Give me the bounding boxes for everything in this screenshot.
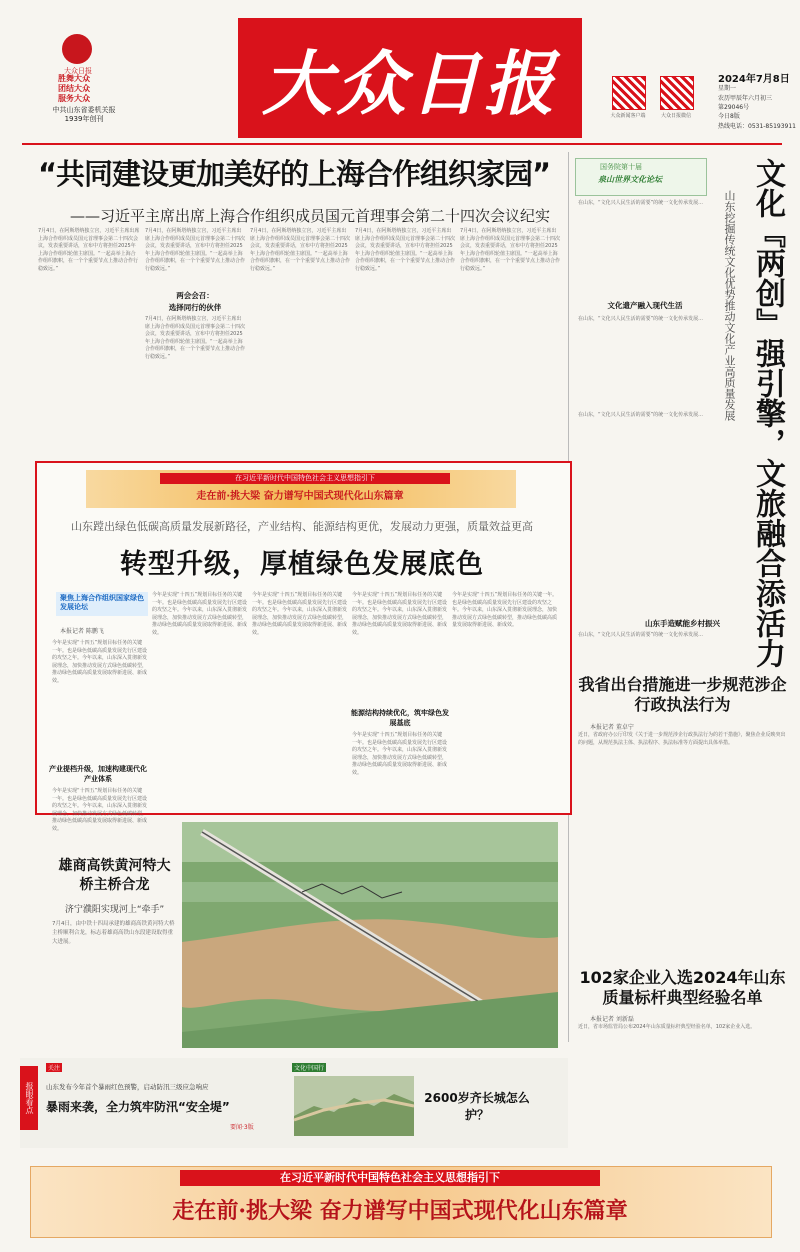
lead-section-kicker: 两会会召： [176, 291, 214, 300]
culture-body-4: 在山东，“文化兴人民生活的需要”的统一文化传承发展... [578, 632, 703, 638]
teaser-1-label: 关注 [48, 1065, 61, 1072]
slogan-3: 服务大众 [58, 94, 90, 103]
culture-body-1: 在山东，“文化兴人民生活的需要”的统一文化传承发展... [578, 200, 703, 206]
teaser-2-title[interactable]: 2600岁齐长城怎么护？ [424, 1091, 530, 1122]
feature-banner-main: 走在前·挑大梁 奋力谱写中国式现代化山东篇章 [196, 491, 404, 502]
feature-kicker: 山东蹚出绿色低碳高质量发展新路径，产业结构、能源结构更优，发展动力更强，质量效益更高 [71, 520, 533, 533]
feature-byline: 本报记者 陈鹏飞 [60, 628, 104, 635]
feature-body-col-3: 今年是实现“十四五”规划目标任务的关键一年。也是绿色低碳高质量发展先行区建设的攻坚之年。今年以来，山东深入贯彻新发展理念，加快推动发展方式绿色低碳转型，推动绿色低碳高质量发展取得新进展、新成效。 [252, 592, 348, 636]
teaser-1-title[interactable]: 暴雨来袭，全力筑牢防汛“安全堤” [46, 1100, 230, 1114]
feature-body-col-1: 今年是实现“十四五”规划目标任务的关键一年。也是绿色低碳高质量发展先行区建设的攻坚之年。今年以来，山东深入贯彻新发展理念，加快推动发展方式绿色低碳转型，推动绿色低碳高质量发展取得新进展、新成效。 [52, 640, 148, 684]
footer-banner-main: 走在前·挑大梁 奋力谱写中国式现代化山东篇章 [172, 1198, 628, 1224]
forum-banner-title: 泉山世界文化论坛 [598, 175, 662, 184]
feature-headline[interactable]: 转型升级，厚植绿色发展底色 [120, 549, 484, 580]
founded: 1939年创刊 [64, 115, 104, 123]
logo-name: 大众日报 [64, 67, 92, 75]
slogan-2: 团结大众 [58, 84, 90, 93]
enforcement-byline: 本报记者 董卓宁 [590, 724, 634, 731]
culture-section-1: 文化遗产融入现代生活 [607, 301, 683, 310]
masthead-title: 大众日报 [262, 42, 558, 125]
lead-body-col-2b: 7月4日，在阿斯塔纳独立宫，习近平主席出席上海合作组织成员国元首理事会第二十四次会议，发表重要讲话，宣布中方将担任2025年上海合作组织轮值主席国。“一起高举上海合作组织旗帜，在一个个重要节点上推动合作行稳致远。” [145, 316, 246, 360]
page-count: 今日8版 [718, 113, 740, 120]
qr-caption-wechat: 大众日报微信 [660, 113, 691, 119]
issue-number: 第29046号 [718, 104, 750, 111]
footer-banner-top: 在习近平新时代中国特色社会主义思想指引下 [180, 1170, 600, 1186]
culture-section-2: 山东手造赋能乡村振兴 [645, 619, 720, 628]
slogan-1: 胜舞大众 [58, 74, 90, 83]
lead-body-col-2: 7月4日，在阿斯塔纳独立宫，习近平主席出席上海合作组织成员国元首理事会第二十四次会议，发表重要讲话，宣布中方将担任2025年上海合作组织轮值主席国。“一起高举上海合作组织旗帜，在一个个重要节点上推动合作行稳致远。” [145, 228, 246, 272]
feature-section-2: 能源结构持续优化，筑牢绿色发展基底 [351, 709, 449, 727]
newspaper-logo [62, 34, 92, 64]
lead-section-title: 选择同行的伙伴 [168, 303, 222, 312]
feature-body-col-4b: 今年是实现“十四五”规划目标任务的关键一年。也是绿色低碳高质量发展先行区建设的攻坚之年。今年以来，山东深入贯彻新发展理念，加快推动发展方式绿色低碳转型，推动绿色低碳高质量发展取得新进展、新成效。 [352, 732, 448, 776]
culture-body-3: 在山东，“文化兴人民生活的需要”的统一文化传承发展... [578, 412, 703, 418]
culture-headline[interactable]: 文化『两创』强引擎，文旅融合添活力 [750, 158, 785, 668]
feature-section-1: 产业提档升级，加速构建现代化产业体系 [49, 765, 147, 783]
org-name: 中共山东省委机关报 [52, 106, 116, 114]
photo-subtitle: 济宁濮阳实现河上“牵手” [64, 905, 165, 915]
feature-body-col-5: 今年是实现“十四五”规划目标任务的关键一年。也是绿色低碳高质量发展先行区建设的攻坚之年。今年以来，山东深入贯彻新发展理念，加快推动发展方式绿色低碳转型，推动绿色低碳高质量发展取得新进展、新成效。 [452, 592, 558, 629]
org-info [44, 106, 124, 124]
teaser-tab: 报眼看点 [20, 1066, 38, 1130]
qr-code-app[interactable] [612, 76, 646, 110]
quality-byline: 本报记者 刘新磊 [590, 1016, 634, 1023]
feature-tag-text: 聚焦上海合作组织国家绿色发展论坛 [60, 594, 144, 611]
forum-banner-small: 国务院第十届 [600, 163, 642, 171]
lead-body-col-1: 7月4日，在阿斯塔纳独立宫，习近平主席出席上海合作组织成员国元首理事会第二十四次会议，发表重要讲话，宣布中方将担任2025年上海合作组织轮值主席国。“一起高举上海合作组织旗帜，在一个个重要节点上推动合作行稳致远。” [38, 228, 140, 272]
teaser-2-label: 文化中国行 [294, 1065, 325, 1072]
bridge-photo[interactable] [182, 822, 558, 1048]
slogans [58, 74, 90, 104]
feature-body-col-1b: 今年是实现“十四五”规划目标任务的关键一年。也是绿色低碳高质量发展先行区建设的攻坚之年。今年以来，山东深入贯彻新发展理念，加快推动发展方式绿色低碳转型，推动绿色低碳高质量发展取得新进展、新成效。 [52, 788, 148, 832]
feature-body-col-2: 今年是实现“十四五”规划目标任务的关键一年。也是绿色低碳高质量发展先行区建设的攻坚之年。今年以来，山东深入贯彻新发展理念，加快推动发展方式绿色低碳转型，推动绿色低碳高质量发展取得新进展、新成效。 [152, 592, 248, 636]
qr-caption-app: 大众新闻客户端 [610, 113, 646, 119]
enforcement-headline[interactable]: 我省出台措施进一步规范涉企行政执法行为 [578, 675, 787, 714]
teaser-1-small: 山东发布今年首个暴雨红色预警，启动防汛三级应急响应 [46, 1083, 209, 1091]
lead-headline[interactable]: “共同建设更加美好的上海合作组织家园” [38, 157, 551, 191]
great-wall-photo[interactable] [294, 1076, 414, 1136]
teaser-1-page[interactable]: 要闻·3版 [230, 1124, 254, 1131]
weekday: 星期一 [718, 85, 737, 92]
masthead-divider [22, 143, 782, 145]
lead-body-col-5: 7月4日，在阿斯塔纳独立宫，习近平主席出席上海合作组织成员国元首理事会第二十四次会议，发表重要讲话，宣布中方将担任2025年上海合作组织轮值主席国。“一起高举上海合作组织旗帜，在一个个重要节点上推动合作行稳致远。” [460, 228, 561, 272]
culture-subtitle: 山东挖掘传统文化优势推动文化产业高质量发展 [723, 190, 736, 421]
hotline: 热线电话：0531-85193911 [718, 123, 796, 130]
photo-caption-body: 7月4日，由中铁十四局承建的雄商高铁黄河特大桥主桥顺利合龙，标志着雄商高铁山东段建设取得重大进展。 [52, 921, 175, 945]
feature-body-col-4: 今年是实现“十四五”规划目标任务的关键一年。也是绿色低碳高质量发展先行区建设的攻坚之年。今年以来，山东深入贯彻新发展理念，加快推动发展方式绿色低碳转型，推动绿色低碳高质量发展取得新进展、新成效。 [352, 592, 448, 636]
lead-body-col-4: 7月4日，在阿斯塔纳独立宫，习近平主席出席上海合作组织成员国元首理事会第二十四次会议，发表重要讲话，宣布中方将担任2025年上海合作组织轮值主席国。“一起高举上海合作组织旗帜，在一个个重要节点上推动合作行稳致远。” [355, 228, 456, 272]
lead-subtitle: ——习近平主席出席上海合作组织成员国元首理事会第二十四次会议纪实 [70, 207, 551, 225]
lunar-date: 农历甲辰年六月初三 [718, 95, 773, 102]
quality-headline[interactable]: 102家企业入选2024年山东质量标杆典型经验名单 [579, 968, 786, 1007]
issue-date: 2024年7月8日 [718, 74, 790, 85]
feature-banner-top: 在习近平新时代中国特色社会主义思想指引下 [160, 473, 450, 484]
lead-body-col-3: 7月4日，在阿斯塔纳独立宫，习近平主席出席上海合作组织成员国元首理事会第二十四次会议，发表重要讲话，宣布中方将担任2025年上海合作组织轮值主席国。“一起高举上海合作组织旗帜，在一个个重要节点上推动合作行稳致远。” [250, 228, 351, 272]
photo-headline[interactable]: 雄商高铁黄河特大桥主桥合龙 [58, 858, 171, 893]
enforcement-body: 近日，省政府办公厅印发《关于进一步规范涉企行政执法行为的若干措施》，聚焦企业反映突出的问题，从规范执法主体、执法程序、执法标准等方面提出具体举措。 [578, 732, 786, 746]
quality-body: 近日，省市场监管局公布2024年山东质量标杆典型经验名单，102家企业入选。 [578, 1024, 756, 1030]
qr-code-wechat[interactable] [660, 76, 694, 110]
culture-body-2: 在山东，“文化兴人民生活的需要”的统一文化传承发展... [578, 316, 703, 322]
